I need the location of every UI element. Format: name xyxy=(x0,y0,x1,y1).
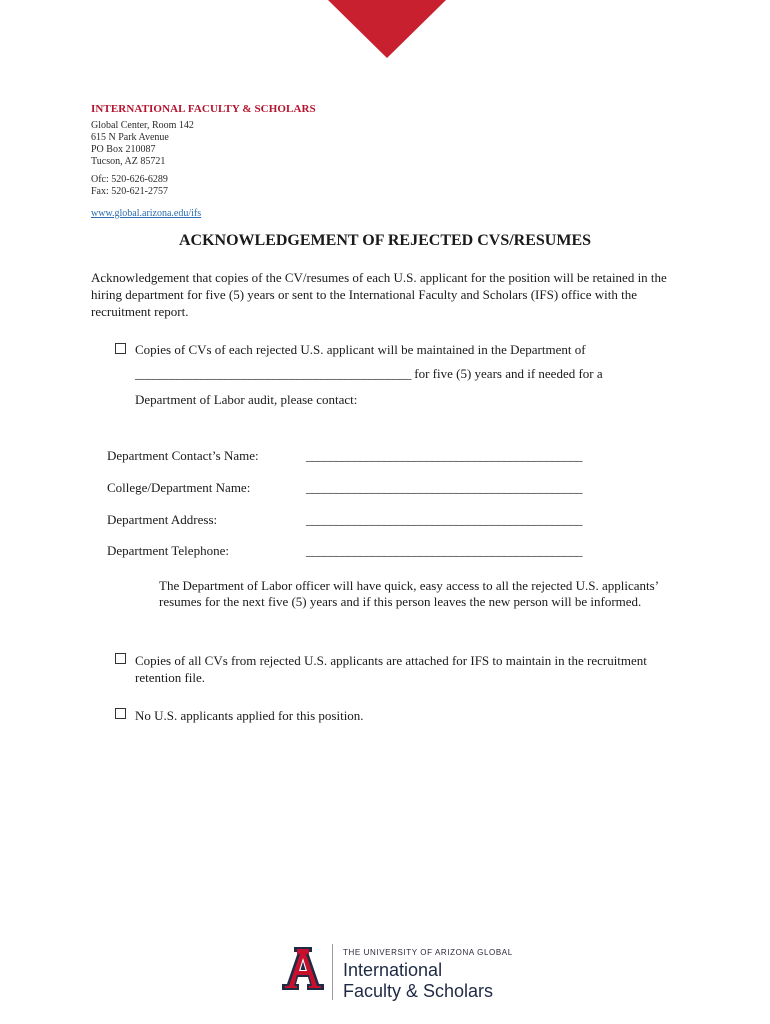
footer-unit-name-line2: Faculty & Scholars xyxy=(343,981,494,1001)
option1-text-line2 xyxy=(135,366,603,382)
footer-unit-name xyxy=(343,960,493,1002)
header-red-triangle xyxy=(328,0,446,58)
college-dept-field[interactable]: ______________________________________________ xyxy=(306,480,582,495)
dept-address-field[interactable]: ______________________________________________ xyxy=(306,512,582,527)
intro-paragraph: Acknowledgement that copies of the CV/resumes of each U.S. applicant for the position will be retained in the hiring department for five (5) years or sent to the International Faculty and Scholars (IFS) office with the recruitment report. xyxy=(91,270,667,319)
address-line: Global Center, Room 142 xyxy=(91,120,194,131)
option1-text-line2-rest: for five (5) years and if needed for a xyxy=(411,366,603,381)
footer-university-label: THE UNIVERSITY OF ARIZONA GLOBAL xyxy=(343,948,513,957)
phone-block xyxy=(91,174,168,198)
option1-text-line3: Department of Labor audit, please contact: xyxy=(135,392,358,407)
document-title: ACKNOWLEDGEMENT OF REJECTED CVS/RESUMES xyxy=(178,232,592,249)
contact-name-field[interactable]: ______________________________________________ xyxy=(306,448,582,463)
dept-telephone-label: Department Telephone: xyxy=(107,543,229,558)
dol-note: The Department of Labor officer will have quick, easy access to all the rejected U.S. applicants’ resumes for the next five (5) years and if this person leaves the new person will be informed. xyxy=(159,578,659,609)
fax-number: Fax: 520-621-2757 xyxy=(91,186,168,197)
address-line: Tucson, AZ 85721 xyxy=(91,156,166,167)
option3-text: No U.S. applicants applied for this position. xyxy=(135,708,364,723)
dept-address-label: Department Address: xyxy=(107,512,218,527)
address-line: PO Box 210087 xyxy=(91,144,156,155)
university-a-logo xyxy=(279,946,327,992)
org-name: INTERNATIONAL FACULTY & SCHOLARS xyxy=(91,103,316,115)
website-link[interactable]: www.global.arizona.edu/ifs xyxy=(91,208,202,219)
department-name-blank[interactable]: ______________________________________________ xyxy=(135,366,411,381)
option1-checkbox[interactable] xyxy=(115,343,126,354)
footer-divider xyxy=(332,944,333,1000)
address-line: 615 N Park Avenue xyxy=(91,132,169,143)
dept-telephone-field[interactable]: ______________________________________________ xyxy=(306,543,582,558)
office-phone: Ofc: 520-626-6289 xyxy=(91,174,168,185)
option2-checkbox[interactable] xyxy=(115,653,126,664)
contact-name-label: Department Contact’s Name: xyxy=(107,448,259,463)
footer-unit-name-line1: International xyxy=(343,960,443,980)
option2-text: Copies of all CVs from rejected U.S. applicants are attached for IFS to maintain in the recruitment retention file. xyxy=(135,653,647,685)
college-dept-label: College/Department Name: xyxy=(107,480,251,495)
option1-text-line1: Copies of CVs of each rejected U.S. applicant will be maintained in the Department of xyxy=(135,342,586,357)
address-block xyxy=(91,120,194,168)
option3-checkbox[interactable] xyxy=(115,708,126,719)
